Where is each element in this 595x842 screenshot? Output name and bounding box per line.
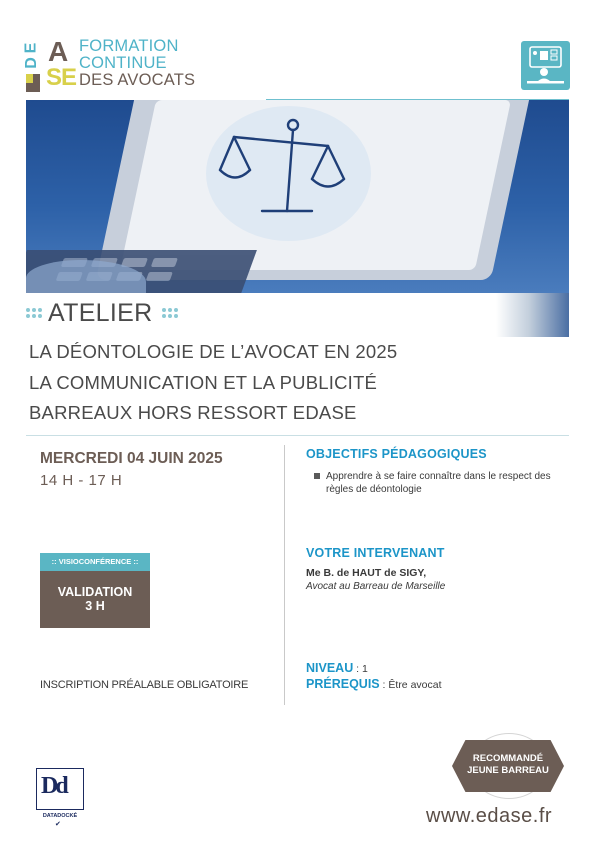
reco-line-2: JEUNE BARREAU: [467, 765, 549, 776]
logo-block-accent: [26, 74, 33, 83]
niveau-label: NIVEAU: [306, 661, 354, 675]
prerequis-label: PRÉREQUIS: [306, 677, 380, 691]
atelier-label: ATELIER: [48, 298, 153, 327]
speaker-role: Avocat au Barreau de Marseille: [306, 581, 446, 592]
event-time: 14 H - 17 H: [40, 472, 123, 489]
justice-scale-icon: [216, 115, 361, 230]
title-line-2: LA COMMUNICATION ET LA PUBLICITÉ: [29, 372, 378, 393]
logo-letters-se: SE: [46, 64, 77, 91]
videoconference-icon: [521, 41, 570, 90]
objective-item: [314, 470, 569, 496]
objectives-heading: OBJECTIFS PÉDAGOGIQUES: [306, 447, 487, 461]
edase-logo-mark: [22, 36, 77, 94]
validation-badge: [40, 571, 150, 628]
speaker-name: Me B. de HAUT de SIGY,: [306, 567, 427, 579]
datadocke-label: DATADOCKÉ: [42, 813, 78, 819]
datadocke-logo: [36, 768, 84, 826]
logo-letter-a: A: [48, 36, 69, 67]
hero-fade-bar: [496, 293, 569, 337]
section-divider: [26, 435, 569, 436]
validation-hours: 3 H: [85, 599, 105, 613]
check-icon: ✔: [55, 821, 61, 828]
reco-line-1: RECOMMANDÉ: [472, 753, 544, 764]
dots-decoration: [162, 308, 178, 318]
logo-line-1: FORMATION: [79, 37, 179, 55]
datadocke-letters: Dd: [41, 773, 66, 799]
event-date: MERCREDI 04 JUIN 2025: [40, 450, 223, 467]
speaker-heading: VOTRE INTERVENANT: [306, 546, 445, 560]
website-link[interactable]: www.edase.fr: [426, 805, 553, 827]
datadocke-frame: [36, 768, 84, 810]
title-line-1: LA DÉONTOLOGIE DE L’AVOCAT EN 2025: [29, 341, 398, 362]
recommande-badge: [452, 740, 564, 792]
bullet-square-icon: [314, 473, 320, 479]
validation-label: VALIDATION: [57, 585, 133, 599]
title-line-3: BARREAUX HORS RESSORT EDASE: [29, 402, 357, 423]
logo-line-2: CONTINUE: [79, 54, 167, 72]
reco-text: [452, 753, 564, 777]
logo-letter-d: D: [22, 57, 40, 69]
hero-image: [26, 100, 569, 293]
prerequis-value: : Être avocat: [379, 679, 442, 691]
niveau-row: [306, 661, 368, 675]
inscription-notice: INSCRIPTION PRÉALABLE OBLIGATOIRE: [40, 679, 249, 691]
logo-wordmark: [79, 38, 195, 89]
objective-text: Apprendre à se faire connaître dans le respect des règles de déontologie: [326, 471, 551, 495]
atelier-heading: [26, 300, 178, 326]
visioconference-badge: :: VISIOCONFÉRENCE ::: [40, 553, 150, 571]
prerequis-row: [306, 677, 442, 691]
edase-logo: [22, 36, 206, 94]
logo-line-3: DES AVOCATS: [79, 71, 196, 89]
dots-decoration: [26, 308, 42, 318]
niveau-value: : 1: [353, 663, 368, 675]
column-divider: [284, 445, 285, 705]
logo-letter-e: E: [22, 42, 40, 54]
